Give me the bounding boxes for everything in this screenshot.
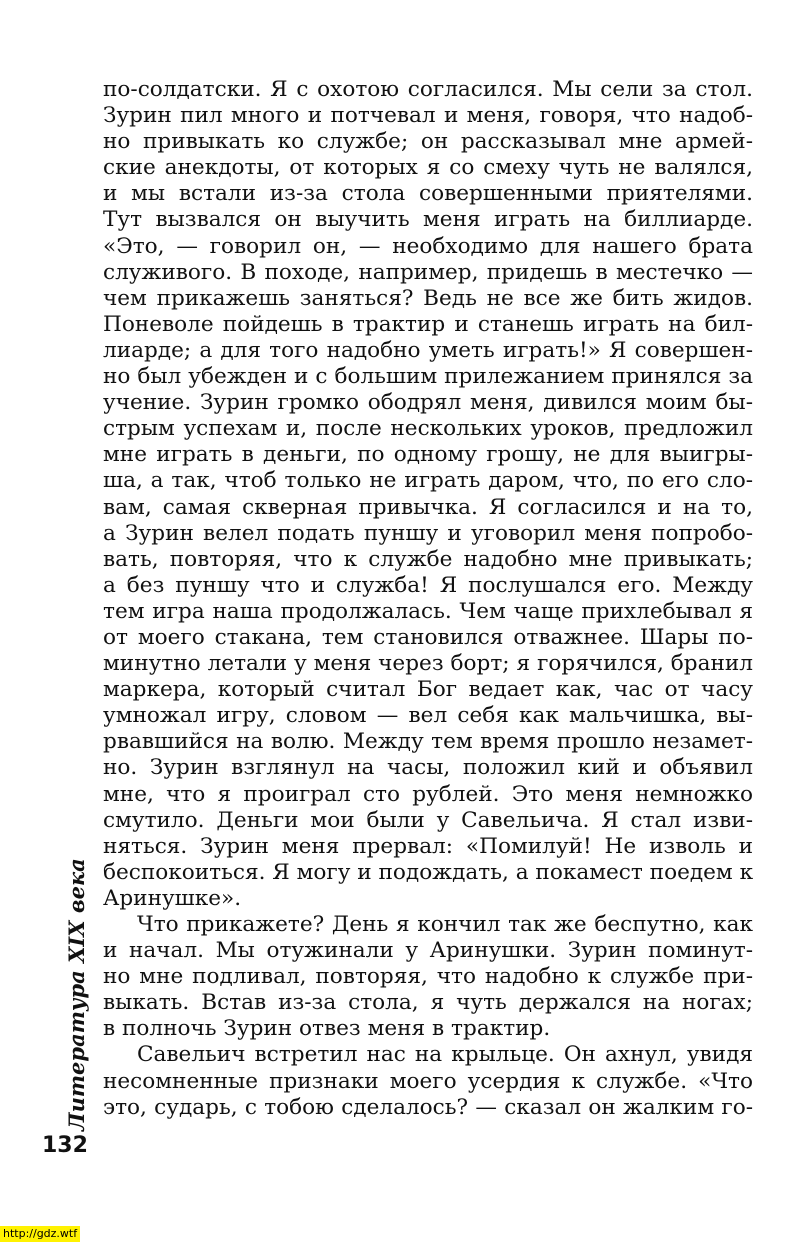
text-line: а без пуншу что и служба! Я послушался его. Между <box>103 572 753 598</box>
text-line: стрым успехам и, после нескольких уроков, предложил <box>103 416 753 442</box>
text-line: вать, повторяя, что к службе надобно мне привыкать; <box>103 546 753 572</box>
text-line: это, сударь, с тобою сделалось? — сказал он жалким го- <box>103 1094 753 1120</box>
text-line: вам, самая скверная привычка. Я согласился и на то, <box>103 494 753 520</box>
text-line: и мы встали из-за стола совершенными приятелями. <box>103 181 753 207</box>
running-title: Литература XIX века <box>64 858 89 1132</box>
text-line: и начал. Мы отужинали у Аринушки. Зурин поминут- <box>103 938 753 964</box>
text-line: Аринушке». <box>103 885 242 911</box>
text-line: от моего стакана, тем становился отважнее. Шары по- <box>103 624 753 650</box>
text-line: Савельич встретил нас на крыльце. Он ахнул, увидя <box>137 1042 753 1068</box>
body-text <box>103 77 753 1121</box>
text-line: Что прикажете? День я кончил так же беспутно, как <box>137 912 753 937</box>
text-line: тем игра наша продолжалась. Чем чаще прихлебывал я <box>103 598 753 624</box>
text-line: чем прикажешь заняться? Ведь не все же бить жидов. <box>103 285 753 311</box>
text-line: в полночь Зурин отвез меня в трактир. <box>103 1016 551 1042</box>
text-line: Поневоле пойдешь в трактир и станешь играть на бил- <box>103 311 753 337</box>
text-line: но. Зурин взглянул на часы, положил кий и объявил <box>103 755 753 781</box>
text-line: но привыкать ко службе; он рассказывал мне армей- <box>103 129 753 155</box>
text-line: ша, а так, чтоб только не играть даром, что, по его сло- <box>103 468 753 494</box>
text-line: «Это, — говорил он, — необходимо для нашего брата <box>103 233 753 259</box>
text-line: служивого. В походе, например, придешь в местечко — <box>103 259 753 285</box>
text-line: Тут вызвался он выучить меня играть на биллиарде. <box>103 207 753 233</box>
text-line: мне, что я проиграл сто рублей. Это меня немножко <box>103 781 753 807</box>
text-line: няться. Зурин меня прервал: «Помилуй! Не изволь и <box>103 833 753 859</box>
text-line: а Зурин велел подать пуншу и уговорил меня попробо- <box>103 520 753 546</box>
watermark-link[interactable]: http://gdz.wtf <box>0 1226 80 1242</box>
page-number: 132 <box>42 1133 88 1158</box>
text-line: но был убежден и с большим прилежанием принялся за <box>103 364 753 390</box>
text-line: но мне подливал, повторяя, что надобно к службе при- <box>103 964 753 990</box>
text-line: умножал игру, словом — вел себя как мальчишка, вы- <box>103 703 753 729</box>
text-line: несомненные признаки моего усердия к службе. «Что <box>103 1068 753 1094</box>
text-line: по-солдатски. Я с охотою согласился. Мы сели за стол. <box>103 77 753 102</box>
text-line: минутно летали у меня через борт; я горячился, бранил <box>103 651 753 677</box>
text-line: ские анекдоты, от которых я со смеху чуть не валялся, <box>103 155 753 181</box>
text-line: лиарде; а для того надобно уметь играть!» Я совершен- <box>103 337 753 363</box>
text-line: смутило. Деньги мои были у Савельича. Я стал изви- <box>103 807 753 833</box>
text-line: беспокоиться. Я могу и подождать, а покамест поедем к <box>103 859 754 885</box>
text-line: выкать. Встав из-за стола, я чуть держался на ногах; <box>103 990 753 1016</box>
text-line: учение. Зурин громко ободрял меня, дивился моим бы- <box>103 390 753 416</box>
text-line: маркера, который считал Бог ведает как, час от часу <box>103 677 753 703</box>
text-line: мне играть в деньги, по одному грошу, не для выигры- <box>103 442 753 468</box>
text-line: рвавшийся на волю. Между тем время прошло незамет- <box>103 729 753 755</box>
text-line: Зурин пил много и потчевал и меня, говоря, что надоб- <box>103 103 753 129</box>
